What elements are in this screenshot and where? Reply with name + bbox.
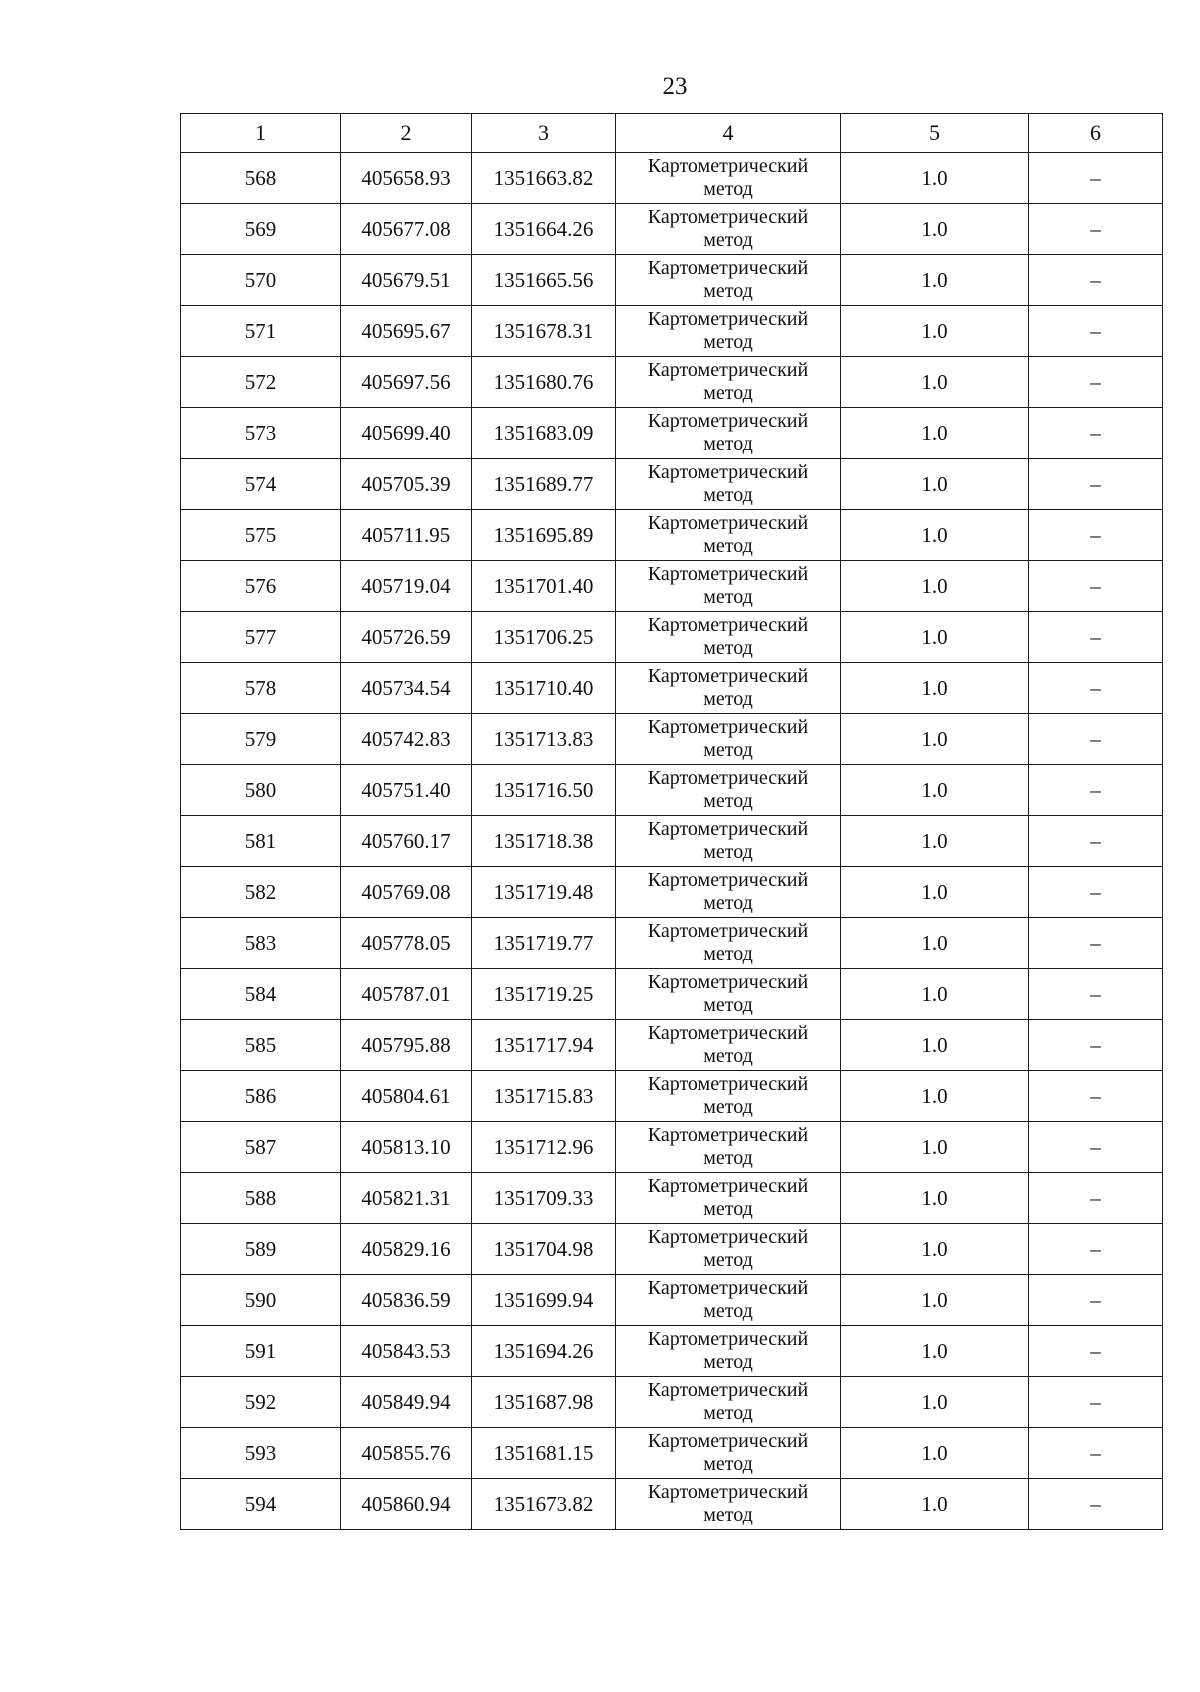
method-line-1: Картометрический bbox=[647, 512, 809, 534]
method-line-1: Картометрический bbox=[647, 155, 809, 177]
x-coordinate-cell: 405843.53 bbox=[341, 1326, 472, 1377]
method-line-2: метод bbox=[703, 892, 753, 914]
accuracy-cell: 1.0 bbox=[841, 714, 1029, 765]
point-number-cell: 594 bbox=[181, 1479, 341, 1530]
note-cell: – bbox=[1029, 153, 1163, 204]
y-coordinate-cell: 1351665.56 bbox=[472, 255, 616, 306]
method-line-1: Картометрический bbox=[647, 1073, 809, 1095]
x-coordinate-cell: 405778.05 bbox=[341, 918, 472, 969]
table-row bbox=[181, 714, 1163, 765]
table-row bbox=[181, 663, 1163, 714]
point-number-cell: 591 bbox=[181, 1326, 341, 1377]
x-coordinate-cell: 405697.56 bbox=[341, 357, 472, 408]
table-row bbox=[181, 306, 1163, 357]
y-coordinate-cell: 1351712.96 bbox=[472, 1122, 616, 1173]
method-cell bbox=[616, 714, 841, 765]
x-coordinate-cell: 405813.10 bbox=[341, 1122, 472, 1173]
accuracy-cell: 1.0 bbox=[841, 459, 1029, 510]
y-coordinate-cell: 1351704.98 bbox=[472, 1224, 616, 1275]
table-row bbox=[181, 1071, 1163, 1122]
x-coordinate-cell: 405849.94 bbox=[341, 1377, 472, 1428]
method-cell bbox=[616, 918, 841, 969]
method-line-2: метод bbox=[703, 484, 753, 506]
accuracy-cell: 1.0 bbox=[841, 561, 1029, 612]
column-header-5: 5 bbox=[841, 114, 1029, 153]
x-coordinate-cell: 405821.31 bbox=[341, 1173, 472, 1224]
table-row bbox=[181, 204, 1163, 255]
note-cell: – bbox=[1029, 408, 1163, 459]
point-number-cell: 583 bbox=[181, 918, 341, 969]
point-number-cell: 577 bbox=[181, 612, 341, 663]
table-row bbox=[181, 969, 1163, 1020]
method-line-1: Картометрический bbox=[647, 818, 809, 840]
note-cell: – bbox=[1029, 1071, 1163, 1122]
y-coordinate-cell: 1351718.38 bbox=[472, 816, 616, 867]
column-header-2: 2 bbox=[341, 114, 472, 153]
accuracy-cell: 1.0 bbox=[841, 408, 1029, 459]
point-number-cell: 582 bbox=[181, 867, 341, 918]
method-cell bbox=[616, 663, 841, 714]
method-cell bbox=[616, 612, 841, 663]
note-cell: – bbox=[1029, 867, 1163, 918]
method-line-1: Картометрический bbox=[647, 563, 809, 585]
point-number-cell: 574 bbox=[181, 459, 341, 510]
method-line-2: метод bbox=[703, 1453, 753, 1475]
method-line-1: Картометрический bbox=[647, 410, 809, 432]
y-coordinate-cell: 1351719.77 bbox=[472, 918, 616, 969]
accuracy-cell: 1.0 bbox=[841, 1479, 1029, 1530]
y-coordinate-cell: 1351695.89 bbox=[472, 510, 616, 561]
point-number-cell: 587 bbox=[181, 1122, 341, 1173]
coordinates-table bbox=[180, 113, 1163, 1530]
method-line-1: Картометрический bbox=[647, 257, 809, 279]
accuracy-cell: 1.0 bbox=[841, 1173, 1029, 1224]
note-cell: – bbox=[1029, 204, 1163, 255]
accuracy-cell: 1.0 bbox=[841, 255, 1029, 306]
point-number-cell: 578 bbox=[181, 663, 341, 714]
x-coordinate-cell: 405787.01 bbox=[341, 969, 472, 1020]
method-line-2: метод bbox=[703, 943, 753, 965]
accuracy-cell: 1.0 bbox=[841, 663, 1029, 714]
method-line-2: метод bbox=[703, 433, 753, 455]
method-line-2: метод bbox=[703, 331, 753, 353]
method-line-1: Картометрический bbox=[647, 1124, 809, 1146]
method-line-1: Картометрический bbox=[647, 206, 809, 228]
table-row bbox=[181, 1275, 1163, 1326]
x-coordinate-cell: 405734.54 bbox=[341, 663, 472, 714]
y-coordinate-cell: 1351706.25 bbox=[472, 612, 616, 663]
method-line-1: Картометрический bbox=[647, 971, 809, 993]
method-line-2: метод bbox=[703, 1402, 753, 1424]
point-number-cell: 590 bbox=[181, 1275, 341, 1326]
x-coordinate-cell: 405855.76 bbox=[341, 1428, 472, 1479]
column-header-3: 3 bbox=[472, 114, 616, 153]
y-coordinate-cell: 1351664.26 bbox=[472, 204, 616, 255]
table-row bbox=[181, 459, 1163, 510]
method-line-2: метод bbox=[703, 280, 753, 302]
method-line-2: метод bbox=[703, 1504, 753, 1526]
method-cell bbox=[616, 1428, 841, 1479]
table-row bbox=[181, 918, 1163, 969]
method-line-2: метод bbox=[703, 535, 753, 557]
note-cell: – bbox=[1029, 1122, 1163, 1173]
note-cell: – bbox=[1029, 969, 1163, 1020]
x-coordinate-cell: 405705.39 bbox=[341, 459, 472, 510]
method-cell bbox=[616, 816, 841, 867]
note-cell: – bbox=[1029, 357, 1163, 408]
table-row bbox=[181, 816, 1163, 867]
table-row bbox=[181, 153, 1163, 204]
point-number-cell: 568 bbox=[181, 153, 341, 204]
method-cell bbox=[616, 1479, 841, 1530]
accuracy-cell: 1.0 bbox=[841, 1377, 1029, 1428]
method-line-1: Картометрический bbox=[647, 665, 809, 687]
method-line-1: Картометрический bbox=[647, 1175, 809, 1197]
y-coordinate-cell: 1351709.33 bbox=[472, 1173, 616, 1224]
y-coordinate-cell: 1351719.25 bbox=[472, 969, 616, 1020]
method-line-1: Картометрический bbox=[647, 461, 809, 483]
table-row bbox=[181, 1020, 1163, 1071]
accuracy-cell: 1.0 bbox=[841, 153, 1029, 204]
method-cell bbox=[616, 1326, 841, 1377]
point-number-cell: 586 bbox=[181, 1071, 341, 1122]
table-row bbox=[181, 1428, 1163, 1479]
accuracy-cell: 1.0 bbox=[841, 1224, 1029, 1275]
note-cell: – bbox=[1029, 1377, 1163, 1428]
note-cell: – bbox=[1029, 510, 1163, 561]
method-cell bbox=[616, 204, 841, 255]
table-row bbox=[181, 1326, 1163, 1377]
note-cell: – bbox=[1029, 1020, 1163, 1071]
accuracy-cell: 1.0 bbox=[841, 357, 1029, 408]
y-coordinate-cell: 1351717.94 bbox=[472, 1020, 616, 1071]
accuracy-cell: 1.0 bbox=[841, 1275, 1029, 1326]
table-row bbox=[181, 561, 1163, 612]
method-line-1: Картометрический bbox=[647, 359, 809, 381]
accuracy-cell: 1.0 bbox=[841, 204, 1029, 255]
accuracy-cell: 1.0 bbox=[841, 765, 1029, 816]
method-line-1: Картометрический bbox=[647, 1430, 809, 1452]
point-number-cell: 571 bbox=[181, 306, 341, 357]
accuracy-cell: 1.0 bbox=[841, 1326, 1029, 1377]
y-coordinate-cell: 1351716.50 bbox=[472, 765, 616, 816]
x-coordinate-cell: 405742.83 bbox=[341, 714, 472, 765]
table-header-row bbox=[181, 114, 1163, 153]
point-number-cell: 576 bbox=[181, 561, 341, 612]
point-number-cell: 581 bbox=[181, 816, 341, 867]
y-coordinate-cell: 1351710.40 bbox=[472, 663, 616, 714]
note-cell: – bbox=[1029, 561, 1163, 612]
method-cell bbox=[616, 561, 841, 612]
method-line-2: метод bbox=[703, 1198, 753, 1220]
method-line-2: метод bbox=[703, 994, 753, 1016]
method-line-2: метод bbox=[703, 1351, 753, 1373]
page-number: 23 bbox=[662, 73, 688, 100]
x-coordinate-cell: 405751.40 bbox=[341, 765, 472, 816]
note-cell: – bbox=[1029, 714, 1163, 765]
method-cell bbox=[616, 1122, 841, 1173]
note-cell: – bbox=[1029, 816, 1163, 867]
accuracy-cell: 1.0 bbox=[841, 510, 1029, 561]
method-cell bbox=[616, 1071, 841, 1122]
method-line-1: Картометрический bbox=[647, 1481, 809, 1503]
column-header-4: 4 bbox=[616, 114, 841, 153]
note-cell: – bbox=[1029, 1224, 1163, 1275]
y-coordinate-cell: 1351663.82 bbox=[472, 153, 616, 204]
method-line-2: метод bbox=[703, 637, 753, 659]
x-coordinate-cell: 405804.61 bbox=[341, 1071, 472, 1122]
method-cell bbox=[616, 153, 841, 204]
method-line-2: метод bbox=[703, 178, 753, 200]
table-row bbox=[181, 612, 1163, 663]
method-line-2: метод bbox=[703, 1147, 753, 1169]
point-number-cell: 584 bbox=[181, 969, 341, 1020]
point-number-cell: 573 bbox=[181, 408, 341, 459]
y-coordinate-cell: 1351699.94 bbox=[472, 1275, 616, 1326]
accuracy-cell: 1.0 bbox=[841, 306, 1029, 357]
note-cell: – bbox=[1029, 255, 1163, 306]
note-cell: – bbox=[1029, 1173, 1163, 1224]
table-row bbox=[181, 1122, 1163, 1173]
method-cell bbox=[616, 255, 841, 306]
method-line-2: метод bbox=[703, 1300, 753, 1322]
note-cell: – bbox=[1029, 1479, 1163, 1530]
point-number-cell: 593 bbox=[181, 1428, 341, 1479]
point-number-cell: 575 bbox=[181, 510, 341, 561]
accuracy-cell: 1.0 bbox=[841, 969, 1029, 1020]
point-number-cell: 569 bbox=[181, 204, 341, 255]
x-coordinate-cell: 405699.40 bbox=[341, 408, 472, 459]
accuracy-cell: 1.0 bbox=[841, 1071, 1029, 1122]
method-line-2: метод bbox=[703, 1249, 753, 1271]
y-coordinate-cell: 1351683.09 bbox=[472, 408, 616, 459]
point-number-cell: 592 bbox=[181, 1377, 341, 1428]
y-coordinate-cell: 1351673.82 bbox=[472, 1479, 616, 1530]
note-cell: – bbox=[1029, 918, 1163, 969]
point-number-cell: 570 bbox=[181, 255, 341, 306]
y-coordinate-cell: 1351687.98 bbox=[472, 1377, 616, 1428]
method-line-2: метод bbox=[703, 1045, 753, 1067]
point-number-cell: 585 bbox=[181, 1020, 341, 1071]
column-header-1: 1 bbox=[181, 114, 341, 153]
method-cell bbox=[616, 1173, 841, 1224]
method-line-1: Картометрический bbox=[647, 869, 809, 891]
method-cell bbox=[616, 867, 841, 918]
method-line-1: Картометрический bbox=[647, 1226, 809, 1248]
y-coordinate-cell: 1351678.31 bbox=[472, 306, 616, 357]
note-cell: – bbox=[1029, 1326, 1163, 1377]
column-header-6: 6 bbox=[1029, 114, 1163, 153]
method-line-2: метод bbox=[703, 586, 753, 608]
note-cell: – bbox=[1029, 459, 1163, 510]
method-cell bbox=[616, 969, 841, 1020]
note-cell: – bbox=[1029, 663, 1163, 714]
method-line-1: Картометрический bbox=[647, 1277, 809, 1299]
accuracy-cell: 1.0 bbox=[841, 816, 1029, 867]
y-coordinate-cell: 1351694.26 bbox=[472, 1326, 616, 1377]
method-cell bbox=[616, 459, 841, 510]
accuracy-cell: 1.0 bbox=[841, 612, 1029, 663]
table-row bbox=[181, 1173, 1163, 1224]
point-number-cell: 572 bbox=[181, 357, 341, 408]
x-coordinate-cell: 405658.93 bbox=[341, 153, 472, 204]
method-cell bbox=[616, 765, 841, 816]
x-coordinate-cell: 405829.16 bbox=[341, 1224, 472, 1275]
note-cell: – bbox=[1029, 612, 1163, 663]
method-cell bbox=[616, 1275, 841, 1326]
table-row bbox=[181, 1224, 1163, 1275]
method-line-2: метод bbox=[703, 739, 753, 761]
y-coordinate-cell: 1351680.76 bbox=[472, 357, 616, 408]
y-coordinate-cell: 1351719.48 bbox=[472, 867, 616, 918]
table-body bbox=[181, 153, 1163, 1530]
note-cell: – bbox=[1029, 765, 1163, 816]
y-coordinate-cell: 1351701.40 bbox=[472, 561, 616, 612]
accuracy-cell: 1.0 bbox=[841, 918, 1029, 969]
x-coordinate-cell: 405695.67 bbox=[341, 306, 472, 357]
method-line-2: метод bbox=[703, 790, 753, 812]
x-coordinate-cell: 405860.94 bbox=[341, 1479, 472, 1530]
method-line-1: Картометрический bbox=[647, 1379, 809, 1401]
method-line-2: метод bbox=[703, 382, 753, 404]
method-cell bbox=[616, 306, 841, 357]
method-line-1: Картометрический bbox=[647, 1328, 809, 1350]
y-coordinate-cell: 1351681.15 bbox=[472, 1428, 616, 1479]
x-coordinate-cell: 405677.08 bbox=[341, 204, 472, 255]
point-number-cell: 589 bbox=[181, 1224, 341, 1275]
note-cell: – bbox=[1029, 306, 1163, 357]
table-row bbox=[181, 510, 1163, 561]
method-line-2: метод bbox=[703, 229, 753, 251]
x-coordinate-cell: 405726.59 bbox=[341, 612, 472, 663]
method-line-1: Картометрический bbox=[647, 1022, 809, 1044]
method-line-2: метод bbox=[703, 688, 753, 710]
method-cell bbox=[616, 408, 841, 459]
point-number-cell: 579 bbox=[181, 714, 341, 765]
y-coordinate-cell: 1351713.83 bbox=[472, 714, 616, 765]
accuracy-cell: 1.0 bbox=[841, 867, 1029, 918]
y-coordinate-cell: 1351689.77 bbox=[472, 459, 616, 510]
table-row bbox=[181, 255, 1163, 306]
accuracy-cell: 1.0 bbox=[841, 1122, 1029, 1173]
method-cell bbox=[616, 357, 841, 408]
accuracy-cell: 1.0 bbox=[841, 1020, 1029, 1071]
method-line-1: Картометрический bbox=[647, 308, 809, 330]
accuracy-cell: 1.0 bbox=[841, 1428, 1029, 1479]
method-line-2: метод bbox=[703, 1096, 753, 1118]
note-cell: – bbox=[1029, 1428, 1163, 1479]
method-cell bbox=[616, 1377, 841, 1428]
x-coordinate-cell: 405795.88 bbox=[341, 1020, 472, 1071]
y-coordinate-cell: 1351715.83 bbox=[472, 1071, 616, 1122]
point-number-cell: 580 bbox=[181, 765, 341, 816]
method-cell bbox=[616, 510, 841, 561]
table-row bbox=[181, 867, 1163, 918]
x-coordinate-cell: 405760.17 bbox=[341, 816, 472, 867]
method-line-1: Картометрический bbox=[647, 920, 809, 942]
method-cell bbox=[616, 1224, 841, 1275]
x-coordinate-cell: 405769.08 bbox=[341, 867, 472, 918]
x-coordinate-cell: 405711.95 bbox=[341, 510, 472, 561]
method-line-1: Картометрический bbox=[647, 767, 809, 789]
table-row bbox=[181, 1377, 1163, 1428]
method-line-2: метод bbox=[703, 841, 753, 863]
point-number-cell: 588 bbox=[181, 1173, 341, 1224]
x-coordinate-cell: 405719.04 bbox=[341, 561, 472, 612]
table-row bbox=[181, 1479, 1163, 1530]
table-row bbox=[181, 408, 1163, 459]
method-line-1: Картометрический bbox=[647, 614, 809, 636]
note-cell: – bbox=[1029, 1275, 1163, 1326]
method-line-1: Картометрический bbox=[647, 716, 809, 738]
x-coordinate-cell: 405679.51 bbox=[341, 255, 472, 306]
method-cell bbox=[616, 1020, 841, 1071]
table-row bbox=[181, 357, 1163, 408]
x-coordinate-cell: 405836.59 bbox=[341, 1275, 472, 1326]
table-row bbox=[181, 765, 1163, 816]
